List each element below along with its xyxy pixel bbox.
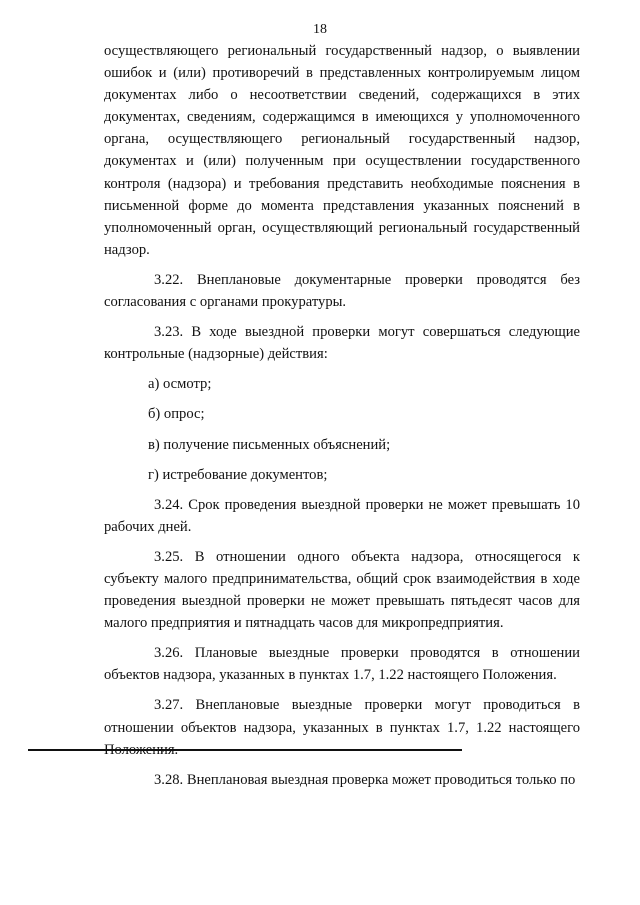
paragraph-3-22: 3.22. Внеплановые документарные проверки проводятся без согласования с органами прокуратуры.	[104, 271, 580, 311]
footnote-divider	[28, 749, 462, 751]
paragraph-continuation: осуществляющего региональный государственный надзор, о выявлении ошибок и (или) противоречий в представленных контролируемым лицом документах либо о несоответствии сведений, содержащихся в этих документах, сведениям, содержащимся в имеющихся у уполномоченного органа, осуществляющего региональный государственный надзор, документах и (или) полученным при осуществлении государственного контроля (надзора) и требования представить необходимые пояснения в письменной форме до момента представления указанных пояснений в уполномоченный орган, осуществляющий региональный государственный надзор.	[104, 43, 580, 258]
paragraph-3-26: 3.26. Плановые выездные проверки проводятся в отношении объектов надзора, указанных в пунктах 1.7, 1.22 настоящего Положения.	[104, 645, 580, 684]
page-number: 18	[313, 22, 327, 37]
paragraph-3-23: 3.23. В ходе выездной проверки могут совершаться следующие контрольные (надзорные) действия:	[104, 324, 580, 363]
list-item-d: г) истребование документов;	[148, 466, 328, 483]
paragraph-3-27: 3.27. Внеплановые выездные проверки могут проводиться в отношении объектов надзора, указанных в пунктах 1.7, 1.22 настоящего Положения.	[104, 697, 580, 758]
document-body	[104, 40, 580, 799]
paragraph-3-25: 3.25. В отношении одного объекта надзора, относящегося к субъекту малого предпринимательства, общий срок взаимодействия в ходе проведения выездной проверки не может превышать пятьдесят часов для малого предприятия и пятнадцать часов для микропредприятия.	[104, 548, 580, 632]
paragraph-3-28: 3.28. Внеплановая выездная проверка может проводиться только по	[154, 771, 576, 788]
list-item-a: а) осмотр;	[148, 376, 212, 393]
paragraph-3-24: 3.24. Срок проведения выездной проверки не может превышать 10 рабочих дней.	[104, 496, 580, 535]
list-item-c: в) получение письменных объяснений;	[148, 436, 391, 453]
list-item-b: б) опрос;	[148, 406, 205, 423]
